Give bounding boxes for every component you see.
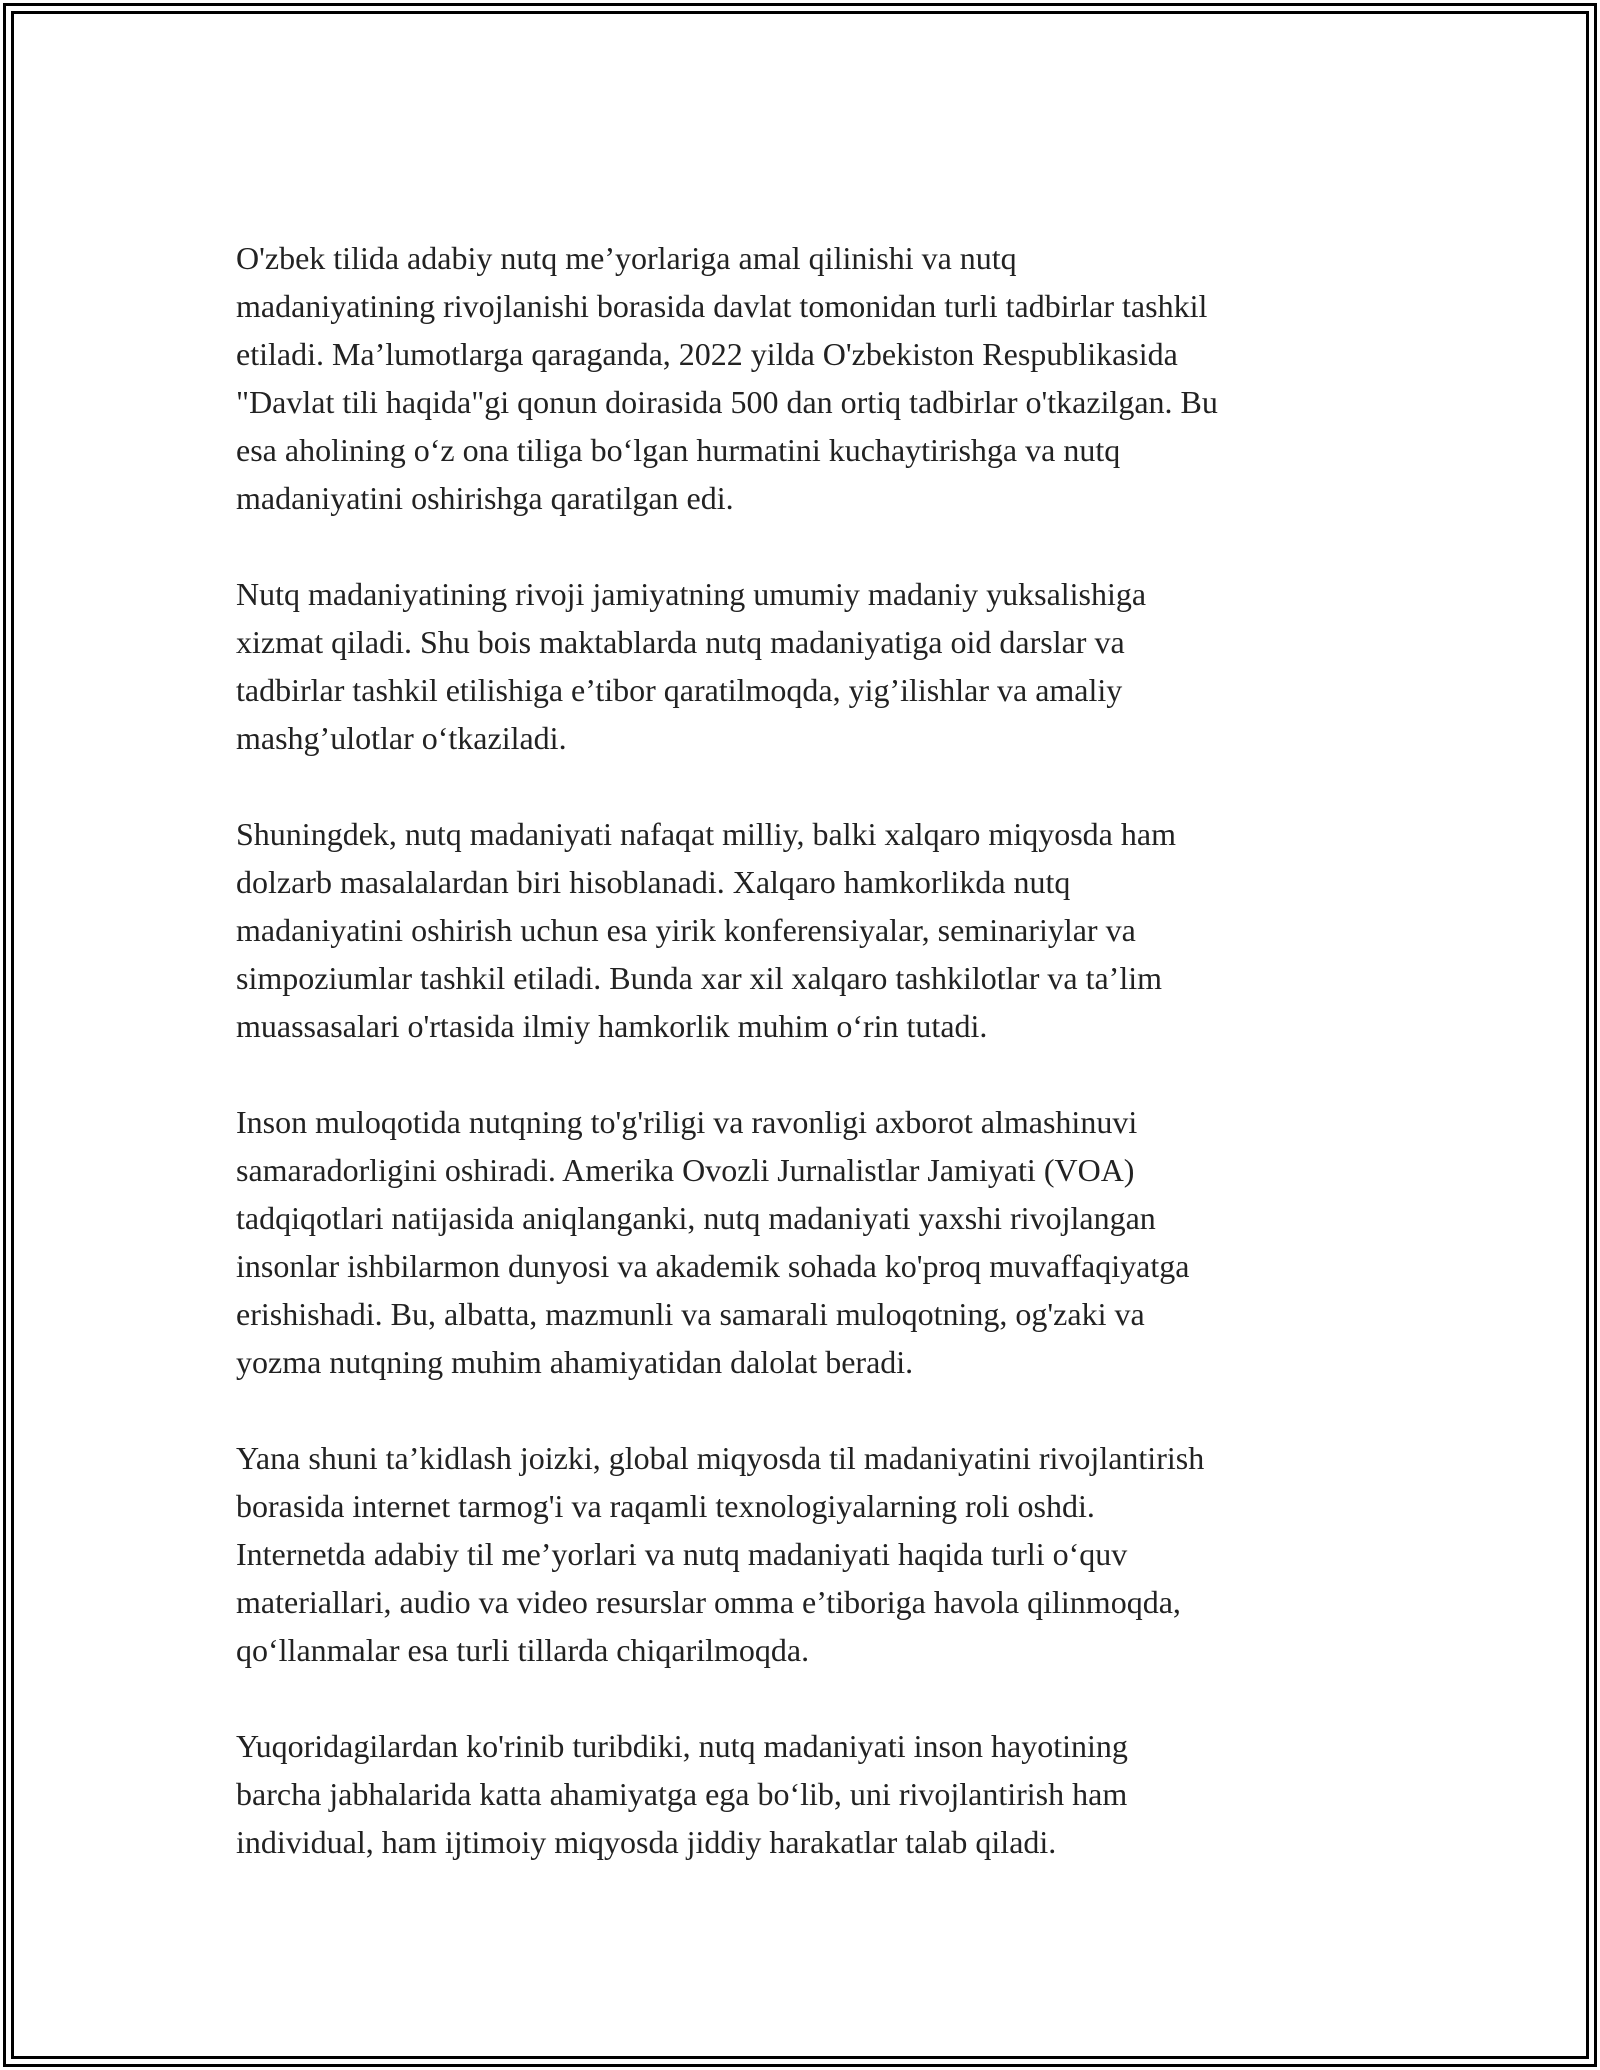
paragraph-2 [236,570,1376,762]
paragraph-1 [236,234,1376,522]
text-line: esa aholining o‘z ona tiliga bo‘lgan hurmatini kuchaytirishga va nutq [236,432,1121,468]
text-line: Shuningdek, nutq madaniyati nafaqat milliy, balki xalqaro miqyosda ham [236,816,1176,852]
text-line: O'zbek tilida adabiy nutq me’yorlariga amal qilinishi va nutq [236,240,1017,276]
text-line: madaniyatini oshirishga qaratilgan edi. [236,480,734,516]
text-line: materiallari, audio va video resurslar omma e’tiboriga havola qilinmoqda, [236,1584,1181,1620]
document-body [236,234,1376,1914]
text-line: qo‘llanmalar esa turli tillarda chiqarilmoqda. [236,1632,810,1668]
text-line: mashg’ulotlar o‘tkaziladi. [236,720,567,756]
text-line: tadqiqotlari natijasida aniqlanganki, nutq madaniyati yaxshi rivojlangan [236,1200,1156,1236]
text-line: Yuqoridagilardan ko'rinib turibdiki, nutq madaniyati inson hayotining [236,1728,1128,1764]
text-line: barcha jabhalarida katta ahamiyatga ega bo‘lib, uni rivojlantirish ham [236,1776,1128,1812]
text-line: madaniyatining rivojlanishi borasida davlat tomonidan turli tadbirlar tashkil [236,288,1208,324]
text-line: Nutq madaniyatining rivoji jamiyatning umumiy madaniy yuksalishiga [236,576,1147,612]
text-line: muassasalari o'rtasida ilmiy hamkorlik muhim o‘rin tutadi. [236,1008,988,1044]
paragraph-3 [236,810,1376,1050]
text-line: yozma nutqning muhim ahamiyatidan dalolat beradi. [236,1344,914,1380]
text-line: madaniyatini oshirish uchun esa yirik konferensiyalar, seminariylar va [236,912,1136,948]
text-line: etiladi. Ma’lumotlarga qaraganda, 2022 yilda O'zbekiston Respublikasida [236,336,1178,372]
text-line: Internetda adabiy til me’yorlari va nutq madaniyati haqida turli o‘quv [236,1536,1128,1572]
paragraph-6 [236,1722,1376,1866]
paragraph-5 [236,1434,1376,1674]
text-line: samaradorligini oshiradi. Amerika Ovozli Jurnalistlar Jamiyati (VOA) [236,1152,1135,1188]
text-line: xizmat qiladi. Shu bois maktablarda nutq madaniyatiga oid darslar va [236,624,1125,660]
text-line: insonlar ishbilarmon dunyosi va akademik sohada ko'proq muvaffaqiyatga [236,1248,1190,1284]
paragraph-4 [236,1098,1376,1386]
text-line: dolzarb masalalardan biri hisoblanadi. Xalqaro hamkorlikda nutq [236,864,1071,900]
text-line: simpoziumlar tashkil etiladi. Bunda xar xil xalqaro tashkilotlar va ta’lim [236,960,1162,996]
text-line: "Davlat tili haqida"gi qonun doirasida 500 dan ortiq tadbirlar o'tkazilgan. Bu [236,384,1218,420]
text-line: tadbirlar tashkil etilishiga e’tibor qaratilmoqda, yig’ilishlar va amaliy [236,672,1123,708]
text-line: Yana shuni ta’kidlash joizki, global miqyosda til madaniyatini rivojlantirish [236,1440,1205,1476]
text-line: borasida internet tarmog'i va raqamli texnologiyalarning roli oshdi. [236,1488,1095,1524]
text-line: Inson muloqotida nutqning to'g'riligi va ravonligi axborot almashinuvi [236,1104,1138,1140]
text-line: individual, ham ijtimoiy miqyosda jiddiy harakatlar talab qiladi. [236,1824,1057,1860]
text-line: erishishadi. Bu, albatta, mazmunli va samarali muloqotning, og'zaki va [236,1296,1145,1332]
